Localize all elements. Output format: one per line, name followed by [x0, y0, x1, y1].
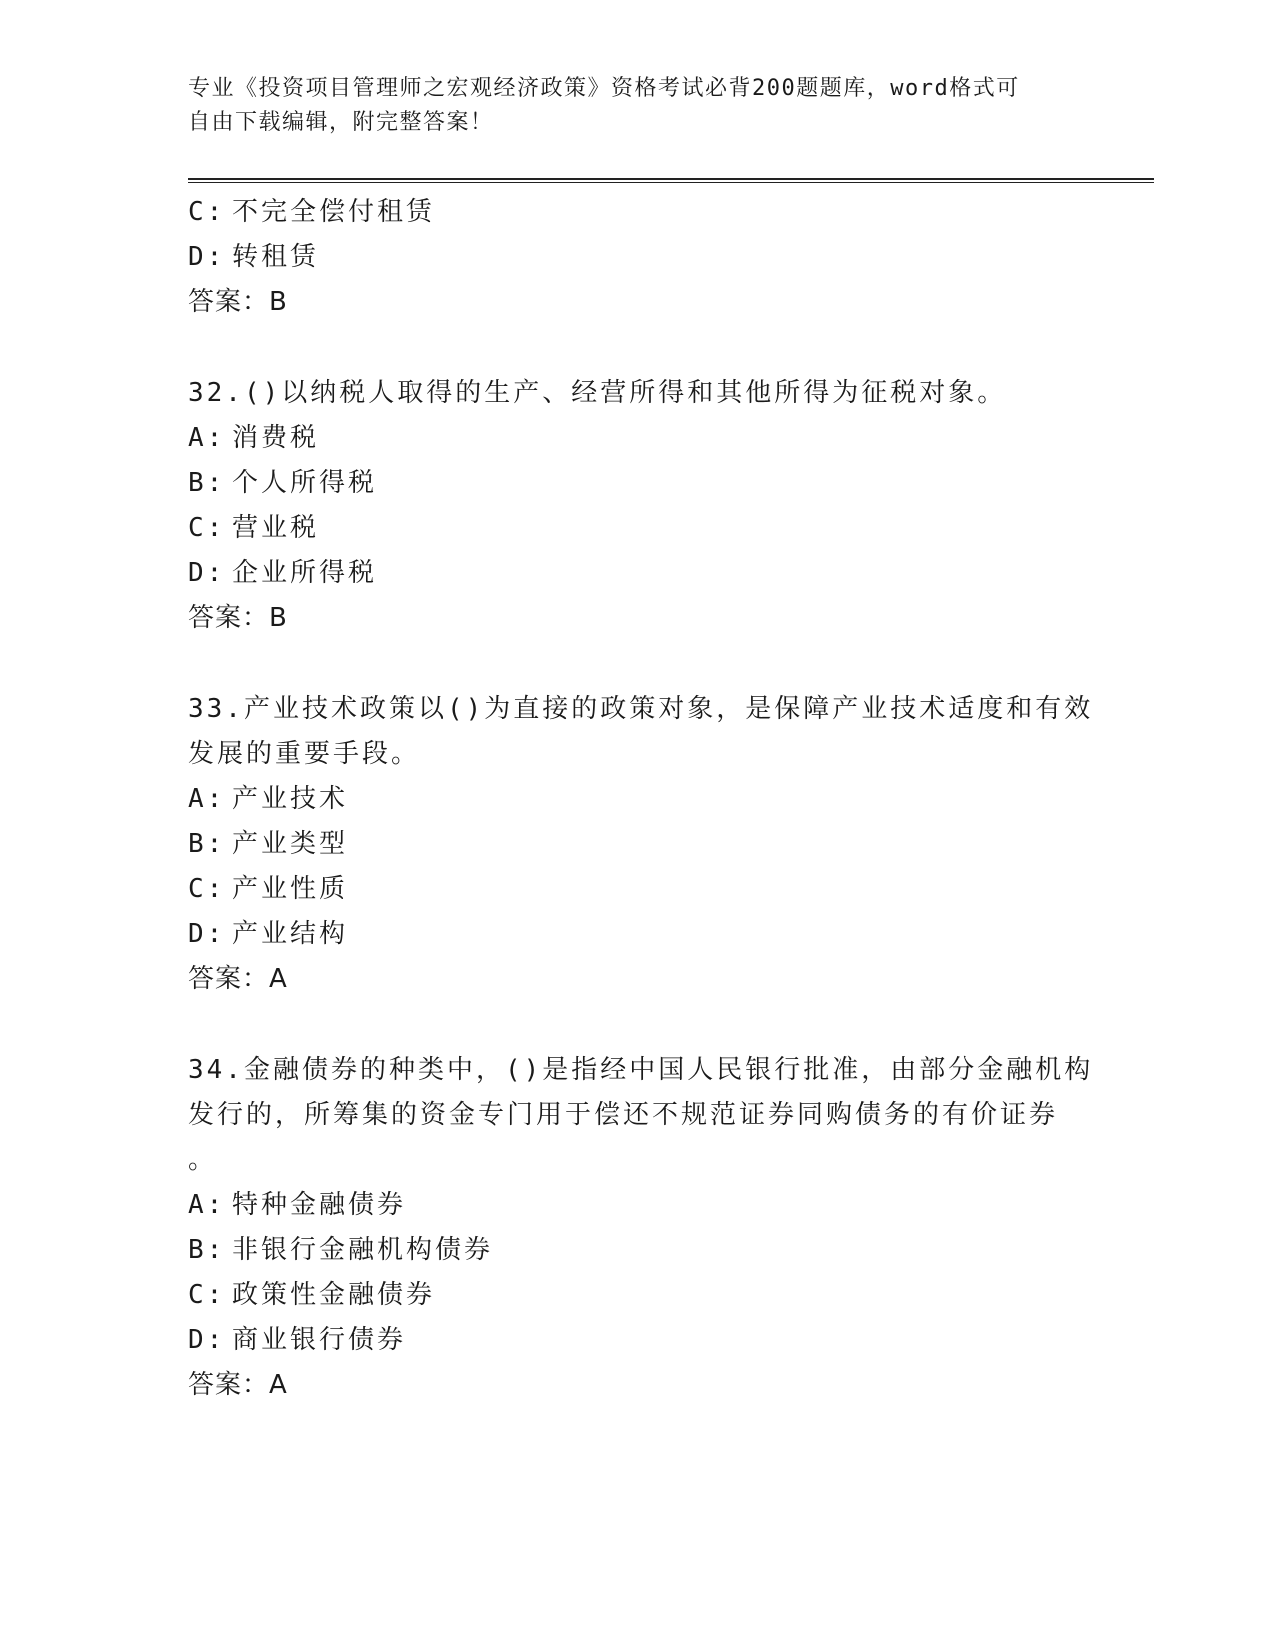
answer: 答案：A	[188, 1370, 288, 1400]
question-31	[188, 190, 1088, 325]
option-key: A:	[188, 423, 226, 453]
option-d	[188, 1318, 1088, 1363]
question-text-line-1: 34.金融债券的种类中，()是指经中国人民银行批准，由部分金融机构	[188, 1055, 1094, 1085]
option-d	[188, 551, 1088, 596]
answer: 答案：A	[188, 964, 288, 994]
answer: 答案：B	[188, 287, 288, 317]
option-text: 消费税	[232, 423, 320, 453]
option-key: C:	[188, 874, 226, 904]
option-d	[188, 235, 1088, 280]
option-d	[188, 912, 1088, 957]
question-34	[188, 1048, 1094, 1408]
question-text-line-3: 。	[188, 1145, 218, 1175]
option-text: 非银行金融机构债券	[232, 1235, 494, 1265]
option-text: 产业结构	[232, 919, 349, 949]
option-text: 企业所得税	[232, 558, 378, 588]
option-b	[188, 1228, 1088, 1273]
option-key: D:	[188, 919, 226, 949]
option-key: D:	[188, 242, 226, 272]
question-text-line-2: 发行的，所筹集的资金专门用于偿还不规范证券同购债务的有价证券	[188, 1100, 1059, 1130]
question-text: 32.()以纳税人取得的生产、经营所得和其他所得为征税对象。	[188, 378, 1007, 408]
option-key: C:	[188, 513, 226, 543]
option-key: A:	[188, 784, 226, 814]
answer: 答案：B	[188, 603, 288, 633]
header-line-2: 自由下载编辑，附完整答案！	[188, 110, 494, 135]
option-text: 不完全偿付租赁	[232, 197, 436, 227]
option-key: B:	[188, 468, 226, 498]
option-key: A:	[188, 1190, 226, 1220]
question-32	[188, 371, 1088, 641]
question-text-line-2: 发展的重要手段。	[188, 739, 421, 769]
header-divider	[188, 178, 1154, 183]
option-text: 特种金融债券	[232, 1190, 407, 1220]
header-line-1: 专业《投资项目管理师之宏观经济政策》资格考试必背200题题库，word格式可	[188, 76, 1020, 101]
option-key: D:	[188, 1325, 226, 1355]
option-key: D:	[188, 558, 226, 588]
question-list	[188, 190, 1094, 1408]
option-text: 转租赁	[232, 242, 320, 272]
option-text: 个人所得税	[232, 468, 378, 498]
option-b	[188, 461, 1088, 506]
option-a	[188, 416, 1088, 461]
option-text: 产业类型	[232, 829, 349, 859]
option-c	[188, 190, 1088, 235]
option-b	[188, 822, 1088, 867]
option-key: C:	[188, 1280, 226, 1310]
option-c	[188, 506, 1088, 551]
option-key: C:	[188, 197, 226, 227]
option-c	[188, 1273, 1088, 1318]
option-c	[188, 867, 1088, 912]
question-text-line-1: 33.产业技术政策以()为直接的政策对象，是保障产业技术适度和有效	[188, 694, 1094, 724]
option-key: B:	[188, 1235, 226, 1265]
option-key: B:	[188, 829, 226, 859]
option-a	[188, 777, 1088, 822]
option-text: 商业银行债券	[232, 1325, 407, 1355]
option-text: 营业税	[232, 513, 320, 543]
option-text: 产业性质	[232, 874, 349, 904]
option-text: 政策性金融债券	[232, 1280, 436, 1310]
option-a	[188, 1183, 1088, 1228]
option-text: 产业技术	[232, 784, 349, 814]
question-33	[188, 687, 1094, 1002]
document-header	[188, 72, 1088, 140]
